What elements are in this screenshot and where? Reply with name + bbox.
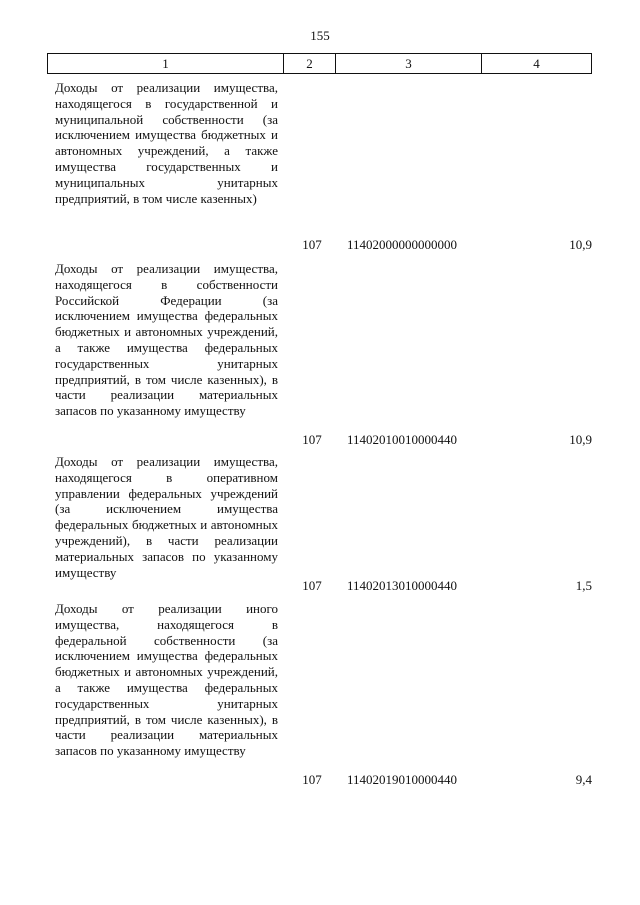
row-description: Доходы от реализации имущества, находящегося в государственной и муниципальной собственности (за исключением имущества бюджетных и автономных учреждений, а также имущества государственных и муниципальных унитарных предприятий, в том числе казенных)	[55, 80, 278, 206]
row-kbk: 11402010010000440	[347, 432, 458, 447]
row-code: 107	[302, 772, 322, 787]
row-kbk: 11402013010000440	[347, 578, 458, 593]
row-description: Доходы от реализации имущества, находящегося в собственности Российской Федерации (за исключением имущества федеральных бюджетных и автономных учреждений, а также имущества федеральных государственных унитарных предприятий, в том числе казенных), в части реализации материальных запасов по указанному имуществу	[55, 261, 278, 419]
row-description: Доходы от реализации иного имущества, находящегося в федеральной собственности (за исключением имущества федеральных бюджетных и автономных учреждений, а также имущества федеральных государственных унитарных предприятий, в том числе казенных), в части реализации материальных запасов по указанному имуществу	[55, 601, 278, 759]
row-amount: 10,9	[569, 432, 592, 447]
page-number: 155	[310, 28, 330, 43]
header-col-3: 3	[336, 54, 482, 74]
header-col-1: 1	[48, 54, 284, 74]
row-code: 107	[302, 432, 322, 447]
row-amount: 9,4	[575, 772, 592, 787]
row-kbk: 11402000000000000	[347, 237, 458, 252]
row-description: Доходы от реализации имущества, находящегося в оперативном управлении федеральных учреждений (за исключением имущества федеральных бюджетных и автономных учреждений), в части реализации материальных запасов по указанному имуществу	[55, 454, 278, 580]
row-amount: 10,9	[569, 237, 592, 252]
row-amount: 1,5	[575, 578, 592, 593]
header-col-4: 4	[482, 54, 592, 74]
row-kbk: 11402019010000440	[347, 772, 458, 787]
table-header	[47, 53, 592, 74]
row-code: 107	[302, 578, 322, 593]
row-code: 107	[302, 237, 322, 252]
header-col-2: 2	[284, 54, 336, 74]
